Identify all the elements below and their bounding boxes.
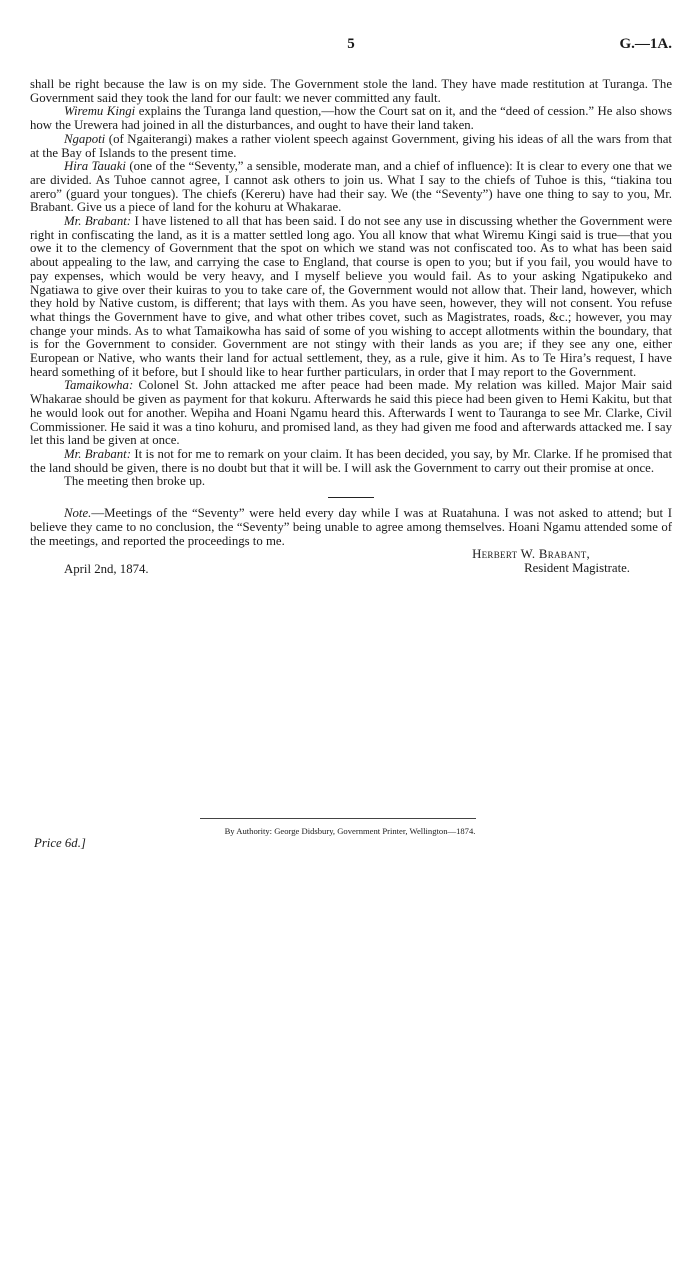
note-label: Note.: [64, 506, 92, 521]
paragraph-list: [30, 78, 672, 489]
signatory-name: Herbert W. Brabant,: [472, 547, 591, 562]
body-paragraph: [30, 105, 672, 132]
body-text: [30, 78, 672, 578]
body-paragraph: [30, 160, 672, 215]
footer-divider: [200, 818, 476, 819]
paragraph-text: It is not for me to remark on your claim. It has been decided, you say, by Mr. Clarke. If he promised that the land should be given, there is no doubt but that it will be. I will ask the Government to carry out their promise at once.: [30, 446, 672, 475]
price-label: Price 6d.]: [34, 836, 86, 850]
printer-imprint: By Authority: George Didsbury, Government Printer, Wellington—1874.: [224, 826, 476, 836]
body-paragraph: [30, 215, 672, 379]
signatory-title: Resident Magistrate.: [524, 560, 630, 575]
body-paragraph: [30, 133, 672, 160]
speaker-name: Hira Tauaki: [64, 159, 126, 174]
paragraph-text: (of Ngaiterangi) makes a rather violent speech against Government, giving his ideas of all the wars from that at the Bay of Islands to the present time.: [30, 131, 672, 160]
speaker-name: Wiremu Kingi: [64, 104, 136, 119]
speaker-name: Tamaikowha:: [64, 378, 134, 393]
note-paragraph: [30, 507, 672, 548]
body-paragraph: [30, 379, 672, 448]
section-divider: [328, 497, 374, 498]
paragraph-text: (one of the “Seventy,” a sensible, moderate man, and a chief of influence): It is clear to every one that we are divided. As Tuhoe cannot agree, I cannot ask others to join us. What I say to the chiefs of Tuhoe is this, “tiakina tou arero” (guard your tongues). The chiefs (Kereru) have had their say. We (the “Seventy”) have one thing to say to you, Mr. Brabant. Give us a piece of land for the kohuru at Whakarae.: [30, 159, 672, 215]
signature-right: [472, 548, 630, 575]
paragraph-text: Colonel St. John attacked me after peace had been made. My relation was killed. Major Mair said Whakarae should be given as payment for that kokuru. Afterwards he said this piece had been given to Hemi Kakitu, but that he would look out for another. Wepiha and Hoani Ngamu heard this. Afterwards I went to Tauranga to see Mr. Clarke, Civil Commissioner. He said it was a tino kohuru, and promised land, as they had given me food and afterwards attacked me. I say let this land be given at once.: [30, 378, 672, 448]
speaker-name: Mr. Brabant:: [64, 446, 131, 461]
signature-date: April 2nd, 1874.: [64, 562, 149, 577]
speaker-name: Ngapoti: [64, 131, 106, 146]
body-paragraph: [30, 475, 672, 489]
speaker-name: Mr. Brabant:: [64, 214, 132, 229]
page-header: [30, 36, 672, 56]
paragraph-text: I have listened to all that has been said. I do not see any use in discussing whether the Government were right in confiscating the land, as it is a matter settled long ago. You all know that what Wiremu Kingi said is true—that you owe it to the clemency of Government that the spot on which we stand was not confiscated too. As to what has been said about appealing to the law, and carrying the case to England, that course is open to you; but if you fail, you would have to pay expenses, which would be very heavy, and I myself believe you would fail. As to your asking Ngatipukeko and Ngatiawa to give over their kuiras to you to take care of, the Government would not allow that. Their land, however, which they hold by Native custom, is different; that lays with them. As you have seen, however, they will not consent. You refuse what things the Government have to give, and what other tribes covet, such as Magistrates, roads, &c.; however, you may change your minds. As to what Tamaikowha has said of some of you wishing to accept allotments within the boundary, that is for the Government to consider. Government are not stingy with their lands as you are; if they see any one, either European or Native, who wants their land for actual settlement, they, as a rule, give it him. As to Te Hira’s request, I have heard something of it before, but I should like to hear further particulars, in order that I may report to the Government.: [30, 214, 673, 379]
body-paragraph: [30, 448, 672, 475]
paragraph-text: explains the Turanga land question,—how the Court sat on it, and the “deed of cession.” He also shows how the Urewera had joined in all the disturbances, and ought to have their land taken.: [30, 104, 673, 133]
body-paragraph: [30, 78, 672, 105]
paragraph-text: The meeting then broke up.: [64, 474, 206, 489]
page-number: 5: [347, 36, 355, 52]
paragraph-text: shall be right because the law is on my side. The Government stole the land. They have made restitution at Turanga. The Government said they took the land for our fault: we never committed any fault.: [30, 77, 672, 105]
document-code: G.—1A.: [619, 36, 672, 52]
signature-block: [30, 548, 672, 578]
note-text: —Meetings of the “Seventy” were held every day while I was at Ruatahuna. I was not asked to attend; but I believe they came to no conclusion, the “Seventy” being unable to agree among themselves. Hoani Ngamu attended some of the meetings, and reported the proceedings to me.: [30, 506, 672, 548]
